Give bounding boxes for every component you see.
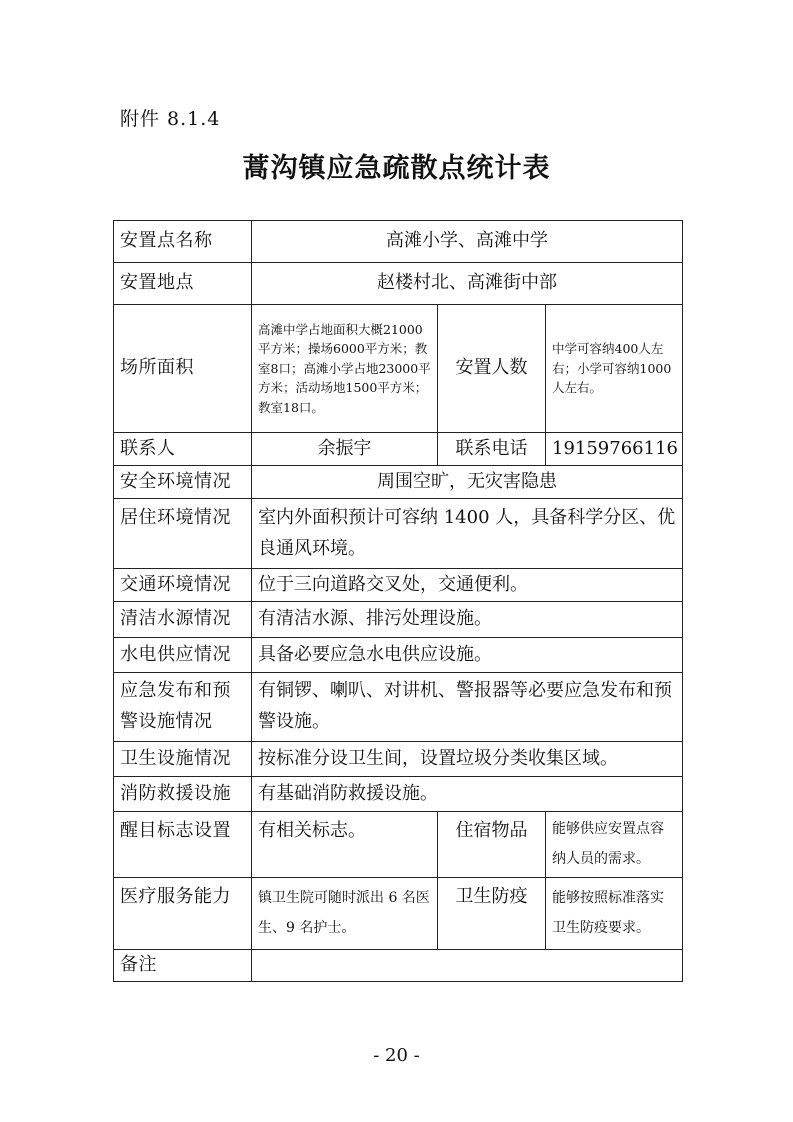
medical-label: 医疗服务能力 bbox=[114, 878, 252, 950]
phone-value: 19159766116 bbox=[546, 433, 683, 466]
location-value: 赵楼村北、高滩街中部 bbox=[252, 263, 683, 305]
epidemic-value: 能够按照标准落实卫生防疫要求。 bbox=[546, 878, 683, 950]
table-row bbox=[114, 950, 683, 982]
evacuation-point-table bbox=[113, 220, 683, 982]
power-label: 水电供应情况 bbox=[114, 638, 252, 673]
page-number: - 20 - bbox=[373, 1045, 420, 1066]
table-row bbox=[114, 638, 683, 673]
water-value: 有清洁水源、排污处理设施。 bbox=[252, 602, 683, 638]
page-title: 蒿沟镇应急疏散点统计表 bbox=[242, 153, 551, 184]
table-row bbox=[114, 673, 683, 742]
sanitation-value: 按标准分设卫生间，设置垃圾分类收集区域。 bbox=[252, 742, 683, 777]
attachment-number: 附件 8.1.4 bbox=[120, 108, 221, 130]
table-row bbox=[114, 812, 683, 878]
table-row bbox=[114, 569, 683, 602]
capacity-label: 安置人数 bbox=[438, 305, 546, 433]
traffic-value: 位于三向道路交叉处，交通便利。 bbox=[252, 569, 683, 602]
lodging-value: 能够供应安置点容纳人员的需求。 bbox=[546, 812, 683, 878]
living-label: 居住环境情况 bbox=[114, 499, 252, 569]
remarks-label: 备注 bbox=[114, 950, 252, 982]
capacity-value: 中学可容纳400人左右；小学可容纳1000人左右。 bbox=[546, 305, 683, 433]
table-row bbox=[114, 466, 683, 499]
name-value: 高滩小学、高滩中学 bbox=[252, 221, 683, 263]
epidemic-label: 卫生防疫 bbox=[438, 878, 546, 950]
table-row bbox=[114, 305, 683, 433]
fire-label: 消防救援设施 bbox=[114, 777, 252, 812]
table-row bbox=[114, 221, 683, 263]
warning-value: 有铜锣、喇叭、对讲机、警报器等必要应急发布和预警设施。 bbox=[252, 673, 683, 742]
safety-label: 安全环境情况 bbox=[114, 466, 252, 499]
contact-label: 联系人 bbox=[114, 433, 252, 466]
remarks-value bbox=[252, 950, 683, 982]
name-label: 安置点名称 bbox=[114, 221, 252, 263]
table-row bbox=[114, 499, 683, 569]
water-label: 清洁水源情况 bbox=[114, 602, 252, 638]
phone-label: 联系电话 bbox=[438, 433, 546, 466]
area-value: 高滩中学占地面积大概21000平方米；操场6000平方米；教室8口；高滩小学占地23000平方米；活动场地1500平方米；教室18口。 bbox=[252, 305, 438, 433]
table-row bbox=[114, 777, 683, 812]
location-label: 安置地点 bbox=[114, 263, 252, 305]
area-label: 场所面积 bbox=[114, 305, 252, 433]
contact-value: 余振宇 bbox=[252, 433, 438, 466]
table-row bbox=[114, 742, 683, 777]
table-row bbox=[114, 433, 683, 466]
medical-value: 镇卫生院可随时派出 6 名医生、9 名护士。 bbox=[252, 878, 438, 950]
living-value: 室内外面积预计可容纳 1400 人，具备科学分区、优良通风环境。 bbox=[252, 499, 683, 569]
signs-label: 醒目标志设置 bbox=[114, 812, 252, 878]
lodging-label: 住宿物品 bbox=[438, 812, 546, 878]
signs-value: 有相关标志。 bbox=[252, 812, 438, 878]
traffic-label: 交通环境情况 bbox=[114, 569, 252, 602]
fire-value: 有基础消防救援设施。 bbox=[252, 777, 683, 812]
power-value: 具备必要应急水电供应设施。 bbox=[252, 638, 683, 673]
safety-value: 周围空旷，无灾害隐患 bbox=[252, 466, 683, 499]
sanitation-label: 卫生设施情况 bbox=[114, 742, 252, 777]
table-row bbox=[114, 602, 683, 638]
warning-label: 应急发布和预警设施情况 bbox=[114, 673, 252, 742]
table-row bbox=[114, 878, 683, 950]
table-row bbox=[114, 263, 683, 305]
